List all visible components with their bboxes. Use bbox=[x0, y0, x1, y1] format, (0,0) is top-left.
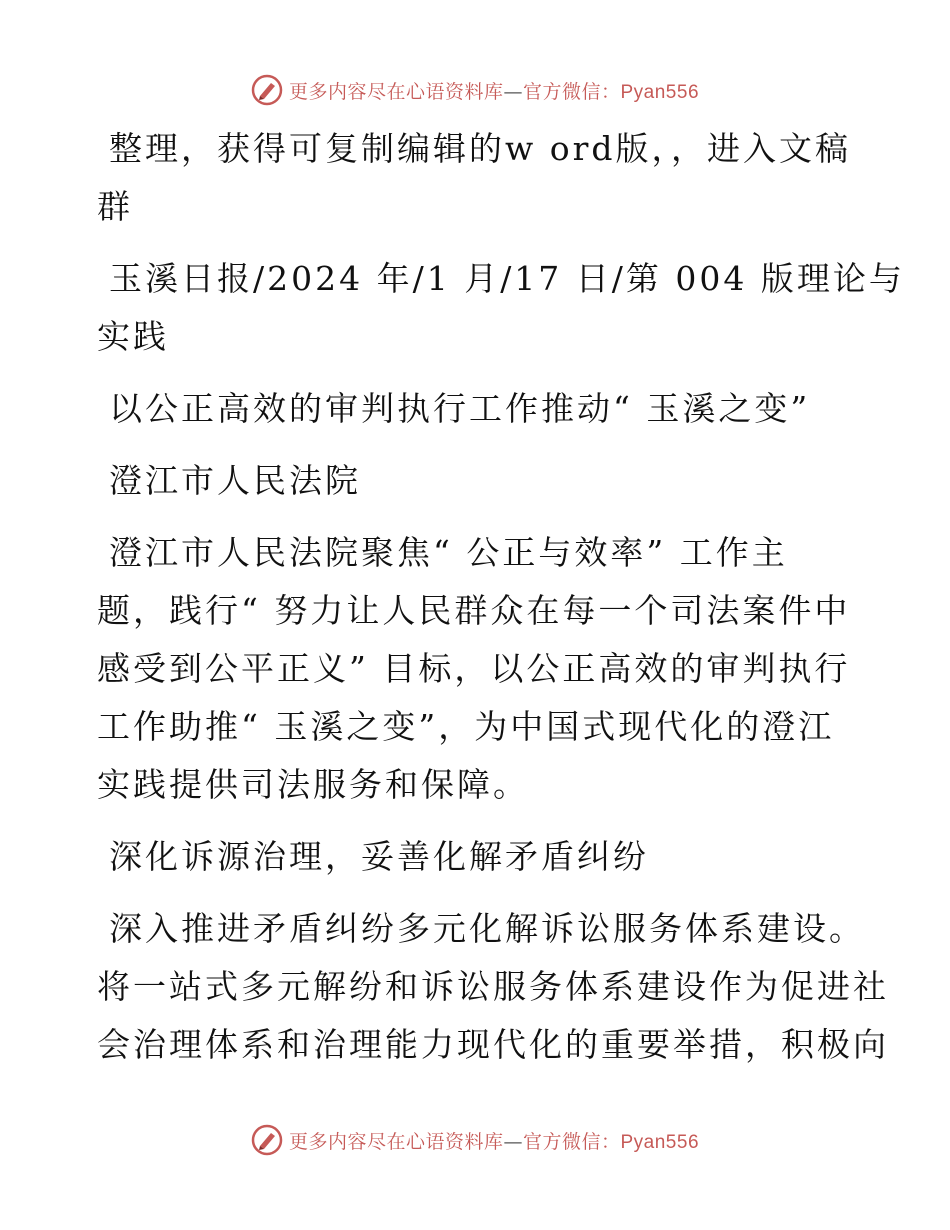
banner-slogan: 更多内容尽在心语资料库 bbox=[288, 80, 504, 103]
article-author bbox=[97, 452, 857, 510]
text-line: 实践 bbox=[97, 317, 169, 356]
footer-banner bbox=[0, 1120, 950, 1160]
paragraph-source bbox=[97, 250, 905, 366]
text-line: 深入推进矛盾纠纷多元化解诉讼服务体系建设。 bbox=[109, 909, 865, 948]
banner-account-label: 官方微信： bbox=[522, 1130, 621, 1153]
text-line: 会治理体系和治理能力现代化的重要举措，积极向 bbox=[97, 1025, 889, 1064]
banner-separator: — bbox=[503, 1130, 523, 1153]
pen-logo-icon bbox=[251, 1124, 283, 1156]
paragraph-body-1 bbox=[97, 524, 857, 814]
header-banner bbox=[0, 70, 950, 110]
text-line: 澄江市人民法院聚焦“ 公正与效率” 工作主 bbox=[109, 533, 788, 572]
banner-account-label: 官方微信： bbox=[522, 80, 621, 103]
text-line: 题，践行“ 努力让人民群众在每一个司法案件中 bbox=[97, 591, 851, 630]
banner-text bbox=[289, 77, 699, 104]
banner-account-id: Pyan556 bbox=[620, 1131, 700, 1153]
banner-account-id: Pyan556 bbox=[620, 81, 700, 103]
text-line: 深化诉源治理，妥善化解矛盾纠纷 bbox=[109, 837, 649, 876]
banner-separator: — bbox=[503, 80, 523, 103]
document-body bbox=[97, 120, 905, 1088]
text-line: 将一站式多元解纷和诉讼服务体系建设作为促进社 bbox=[97, 967, 889, 1006]
banner-text bbox=[289, 1127, 699, 1154]
pen-logo-icon bbox=[251, 74, 283, 106]
text-line: 澄江市人民法院 bbox=[109, 461, 361, 500]
paragraph-intro bbox=[97, 120, 857, 236]
text-line: 群 bbox=[97, 187, 133, 226]
text-line: 实践提供司法服务和保障。 bbox=[97, 765, 529, 804]
paragraph-body-2 bbox=[97, 900, 889, 1074]
text-line: 感受到公平正义” 目标，以公正高效的审判执行 bbox=[97, 649, 851, 688]
banner-slogan: 更多内容尽在心语资料库 bbox=[288, 1130, 504, 1153]
text-line: 整理，获得可复制编辑的w ord版，，进入文稿 bbox=[109, 129, 852, 168]
section-heading bbox=[97, 828, 857, 886]
text-line: 以公正高效的审判执行工作推动“ 玉溪之变” bbox=[109, 389, 811, 428]
text-line: 玉溪日报/2024 年/1 月/17 日/第 004 版理论与 bbox=[109, 259, 905, 298]
article-title bbox=[97, 380, 857, 438]
text-line: 工作助推“ 玉溪之变”，为中国式现代化的澄江 bbox=[97, 707, 835, 746]
